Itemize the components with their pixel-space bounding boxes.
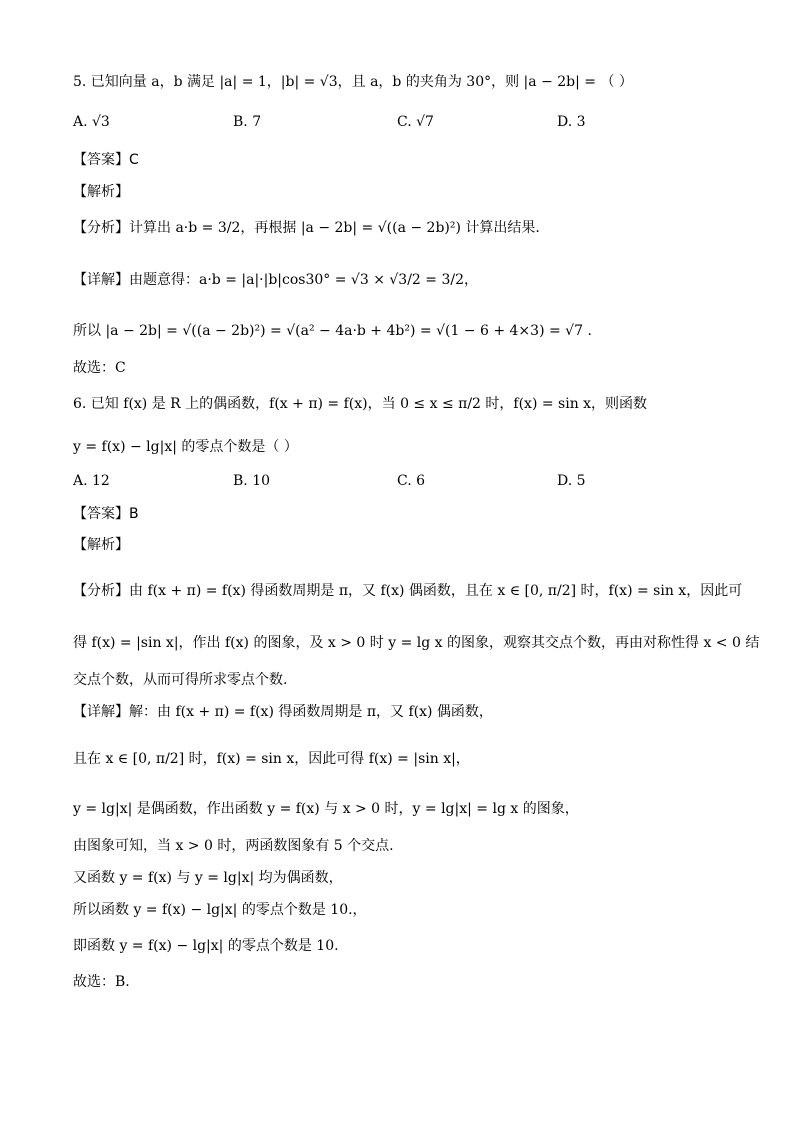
q5-xiangjie-line (73, 270, 478, 290)
q6-xiangjie-line5: 又函数 y = f(x) 与 y = lg|x| 均为偶函数， (73, 870, 343, 886)
q5-option-d: D. 3 (557, 114, 586, 130)
q6-option-b: B. 10 (233, 473, 271, 489)
q6-xiangjie-line6: 所以函数 y = f(x) − lg|x| 的零点个数是 10.， (73, 902, 367, 918)
fenxi-tag: 【分析】 (73, 583, 129, 599)
xiangjie-text: 由题意得：a·b = |a|·|b|cos30° = √3 × √3/2 = 3/2， (129, 272, 478, 288)
answer-value: C (129, 152, 139, 168)
q5-answer-line (73, 150, 139, 170)
fenxi-text: 计算出 a·b = 3/2，再根据 |a − 2b| = √((a − 2b)²) 计算出结果. (129, 220, 540, 236)
q5-analysis-tag: 【解析】 (73, 184, 129, 200)
q6-option-a: A. 12 (73, 473, 110, 489)
q5-suoyi-line: 所以 |a − 2b| = √((a − 2b)²) = √(a² − 4a·b + 4b²) = √(1 − 6 + 4×3) = √7 . (73, 323, 592, 339)
fenxi-text-1: 由 f(x + π) = f(x) 得函数周期是 π，又 f(x) 偶函数，且在 x ∈ [0, π/2] 时，f(x) = sin x，因此可 (129, 583, 743, 599)
xiangjie-text-1: 解：由 f(x + π) = f(x) 得函数周期是 π，又 f(x) 偶函数， (129, 704, 493, 720)
q6-guxuan: 故选：B. (73, 974, 130, 990)
q6-fenxi-line1 (73, 581, 742, 601)
q5-option-b: B. 7 (233, 114, 262, 130)
answer-tag: 【答案】 (73, 152, 129, 168)
q5-fenxi-line (73, 218, 540, 238)
q6-analysis-tag: 【解析】 (73, 537, 129, 553)
q6-xiangjie-line1 (73, 702, 493, 722)
q6-xiangjie-line3: y = lg|x| 是偶函数，作出函数 y = f(x) 与 x > 0 时，y = lg|x| = lg x 的图象， (73, 801, 579, 817)
answer-tag: 【答案】 (73, 506, 129, 522)
xiangjie-tag: 【详解】 (73, 704, 129, 720)
answer-value: B (129, 506, 139, 522)
xiangjie-tag: 【详解】 (73, 272, 129, 288)
q6-option-c: C. 6 (397, 473, 426, 489)
q6-xiangjie-line7: 即函数 y = f(x) − lg|x| 的零点个数是 10. (73, 938, 339, 954)
q6-xiangjie-line2: 且在 x ∈ [0, π/2] 时，f(x) = sin x，因此可得 f(x) = |sin x|， (73, 751, 470, 767)
q5-option-a: A. √3 (73, 114, 110, 130)
q5-option-c: C. √7 (397, 114, 434, 130)
q6-xiangjie-line4: 由图象可知，当 x > 0 时，两函数图象有 5 个交点. (73, 838, 394, 854)
q5-stem: 5. 已知向量 a，b 满足 |a| = 1，|b| = √3，且 a，b 的夹角为 30°，则 |a − 2b| = （ ） (73, 74, 633, 90)
q6-answer-line (73, 504, 139, 524)
q6-fenxi-line3: 交点个数，从而可得所求零点个数. (73, 672, 288, 688)
q6-fenxi-line2: 得 f(x) = |sin x|，作出 f(x) 的图象，及 x > 0 时 y = lg x 的图象，观察其交点个数，再由对称性得 x < 0 结 (73, 635, 760, 651)
fenxi-tag: 【分析】 (73, 220, 129, 236)
q6-stem-line1: 6. 已知 f(x) 是 R 上的偶函数，f(x + π) = f(x)，当 0 ≤ x ≤ π/2 时，f(x) = sin x，则函数 (73, 396, 648, 412)
q5-guxuan: 故选：C (73, 360, 126, 376)
q6-stem-line2: y = f(x) − lg|x| 的零点个数是（ ） (73, 439, 298, 455)
q6-option-d: D. 5 (557, 473, 586, 489)
